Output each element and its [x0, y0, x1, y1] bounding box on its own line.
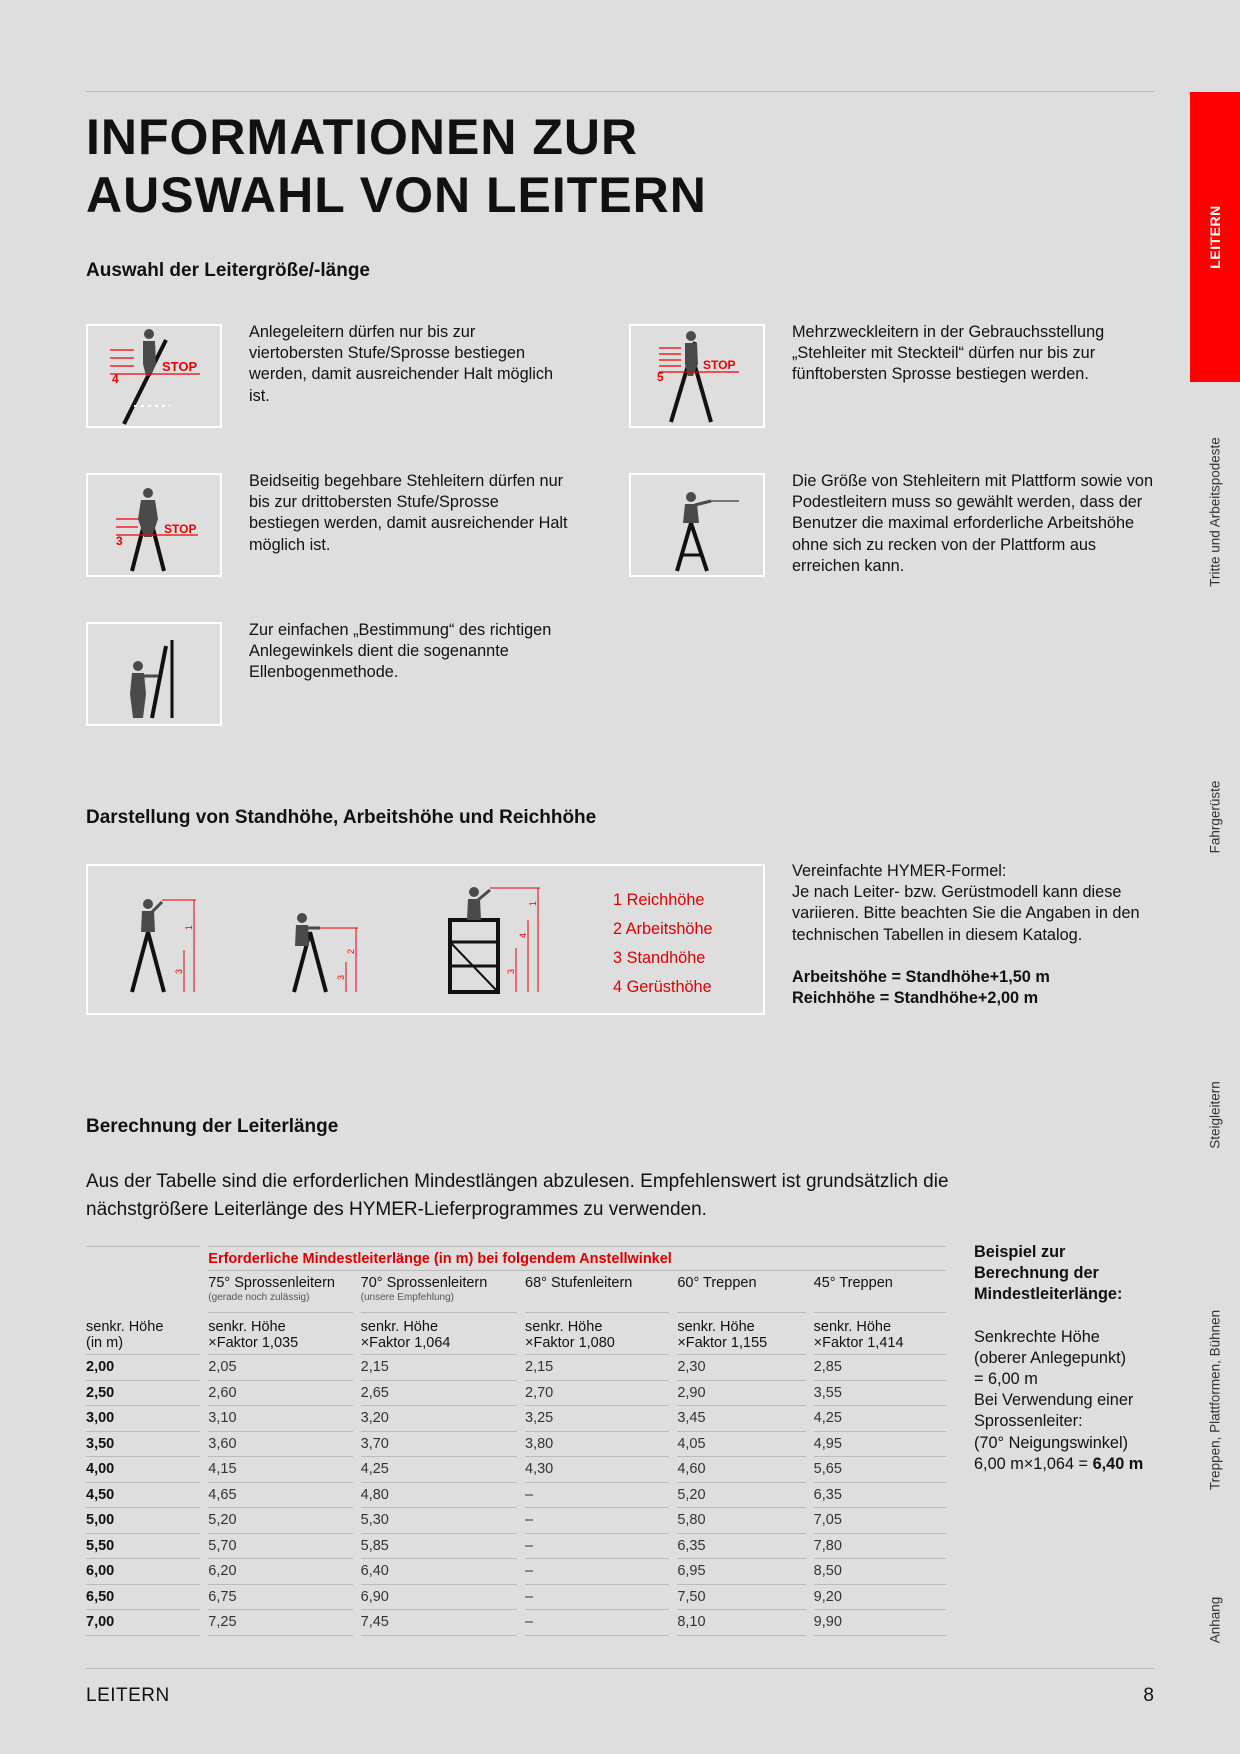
column-gap: [806, 1380, 814, 1406]
row-header-label: senkr. Höhe (in m): [86, 1313, 200, 1355]
ladder-length-table: [86, 1246, 946, 1636]
example-line: = 6,00 m: [974, 1370, 1038, 1389]
length-cell: 7,80: [814, 1533, 946, 1559]
column-gap: [806, 1355, 814, 1381]
platform-ladder-illustration: [631, 475, 763, 575]
column-gap: [200, 1584, 208, 1610]
column-gap: [806, 1482, 814, 1508]
length-cell: 3,25: [525, 1406, 669, 1432]
column-gap: [200, 1355, 208, 1381]
column-gap: [200, 1508, 208, 1534]
length-cell: –: [525, 1508, 669, 1534]
height-cell: 3,00: [86, 1406, 200, 1432]
height-cell: 2,00: [86, 1355, 200, 1381]
column-gap: [517, 1559, 525, 1585]
column-gap: [517, 1431, 525, 1457]
column-gap: [669, 1584, 677, 1610]
side-tab-treppen[interactable]: Treppen, Plattformen, Bühnen: [1207, 1309, 1223, 1491]
column-gap: [669, 1559, 677, 1585]
length-cell: 5,65: [814, 1457, 946, 1483]
angle-header: 75° Sprossenleitern (gerade noch zulässig): [208, 1271, 352, 1313]
legend-item: 1 Reichhöhe: [613, 891, 705, 909]
step-ladder-text: Beidseitig begehbare Stehleitern dürfen nur bis zur drittobersten Stufe/Sprosse bestiegen werden, damit ausreichender Halt möglich ist.: [249, 472, 568, 554]
table-row: [86, 1355, 946, 1381]
angle-header: 70° Sprossenleitern (unsere Empfehlung): [361, 1271, 517, 1313]
step-number-label: 4: [112, 372, 119, 386]
column-gap: [517, 1380, 525, 1406]
column-gap: [669, 1457, 677, 1483]
column-gap: [669, 1610, 677, 1636]
formula-block: [792, 861, 1152, 1009]
column-gap: [353, 1584, 361, 1610]
length-cell: 4,95: [814, 1431, 946, 1457]
length-cell: 2,30: [677, 1355, 805, 1381]
length-cell: 5,80: [677, 1508, 805, 1534]
column-gap: [353, 1431, 361, 1457]
elbow-method-picture: [86, 622, 222, 726]
length-cell: –: [525, 1584, 669, 1610]
column-gap: [517, 1533, 525, 1559]
column-gap: [200, 1610, 208, 1636]
length-cell: 4,80: [361, 1482, 517, 1508]
step-number-label: 3: [116, 534, 123, 548]
column-gap: [669, 1482, 677, 1508]
platform-ladder-text: Die Größe von Stehleitern mit Plattform sowie von Podestleitern muss so gewählt werden, dass der Benutzer die maximal erforderliche Arbeitshöhe ohne sich zu recken von der Plattform aus erreichen kann.: [792, 472, 1154, 575]
height-cell: 2,50: [86, 1380, 200, 1406]
angle-header: 60° Treppen: [677, 1271, 805, 1313]
length-cell: 6,75: [208, 1584, 352, 1610]
step-ladder-illustration: [88, 475, 220, 575]
example-calculation: 6,00 m×1,064 = 6,40 m: [974, 1454, 1144, 1473]
lean-ladder-illustration: [88, 326, 220, 426]
side-tab-tritte[interactable]: Tritte und Arbeitspodeste: [1207, 437, 1223, 587]
column-gap: [200, 1457, 208, 1483]
column-gap: [517, 1584, 525, 1610]
column-gap: [353, 1508, 361, 1534]
example-line: (70° Neigungswinkel): [974, 1433, 1129, 1452]
length-cell: 7,45: [361, 1610, 517, 1636]
column-gap: [669, 1355, 677, 1381]
height-cell: 6,00: [86, 1559, 200, 1585]
svg-text:2: 2: [346, 948, 356, 954]
example-line: Senkrechte Höhe: [974, 1327, 1100, 1346]
column-gap: [806, 1584, 814, 1610]
multi-ladder-illustration: [631, 326, 763, 426]
footer-section: LEITERN: [86, 1685, 170, 1706]
length-cell: 6,40: [361, 1559, 517, 1585]
legend-item: 3 Standhöhe: [613, 949, 706, 967]
length-cell: 2,15: [525, 1355, 669, 1381]
section-heading-length: Berechnung der Leiterlänge: [86, 1116, 339, 1137]
length-cell: 4,30: [525, 1457, 669, 1483]
angle-header: 68° Stufenleitern: [525, 1271, 669, 1313]
length-cell: 2,85: [814, 1355, 946, 1381]
table-row: [86, 1457, 946, 1483]
heights-legend: [613, 886, 713, 1002]
column-gap: [200, 1406, 208, 1432]
height-cell: 6,50: [86, 1584, 200, 1610]
svg-text:4: 4: [518, 932, 528, 938]
step-number-label: 5: [657, 370, 664, 384]
table-title: Erforderliche Mindestleiterlänge (in m) bei folgendem Anstellwinkel: [208, 1247, 946, 1271]
height-cell: 4,00: [86, 1457, 200, 1483]
length-cell: 3,10: [208, 1406, 352, 1432]
length-cell: 8,10: [677, 1610, 805, 1636]
length-cell: –: [525, 1533, 669, 1559]
table-row: [86, 1482, 946, 1508]
column-gap: [200, 1380, 208, 1406]
step-ladder-picture: [86, 473, 222, 577]
column-gap: [806, 1610, 814, 1636]
svg-text:3: 3: [174, 968, 184, 974]
table-row: [86, 1533, 946, 1559]
length-cell: 6,35: [677, 1533, 805, 1559]
svg-text:3: 3: [506, 968, 516, 974]
column-gap: [669, 1406, 677, 1432]
factor-header: senkr. Höhe ×Faktor 1,414: [814, 1313, 946, 1355]
column-gap: [517, 1457, 525, 1483]
length-cell: 5,20: [208, 1508, 352, 1534]
column-gap: [353, 1610, 361, 1636]
example-line: Bei Verwendung einer: [974, 1391, 1134, 1410]
legend-item: 4 Gerüsthöhe: [613, 978, 712, 996]
side-tab-fahrgerueste[interactable]: Fahrgerüste: [1207, 780, 1223, 854]
page-number: 8: [1143, 1685, 1154, 1706]
formula-reach-height: Reichhöhe = Standhöhe+2,00 m: [792, 989, 1039, 1008]
example-heading: Beispiel zur Berechnung der Mindestleiterlänge:: [974, 1243, 1123, 1304]
length-cell: 9,90: [814, 1610, 946, 1636]
length-cell: 2,60: [208, 1380, 352, 1406]
column-gap: [669, 1380, 677, 1406]
length-cell: 7,50: [677, 1584, 805, 1610]
column-gap: [517, 1355, 525, 1381]
length-cell: 8,50: [814, 1559, 946, 1585]
length-cell: 2,05: [208, 1355, 352, 1381]
length-cell: 6,90: [361, 1584, 517, 1610]
column-gap: [806, 1559, 814, 1585]
table-body: [86, 1355, 946, 1636]
table-row: [86, 1559, 946, 1585]
svg-text:1: 1: [184, 924, 194, 930]
length-cell: 7,25: [208, 1610, 352, 1636]
length-cell: 7,05: [814, 1508, 946, 1534]
table-row: [86, 1508, 946, 1534]
table-row: [86, 1584, 946, 1610]
length-cell: 3,60: [208, 1431, 352, 1457]
length-cell: 4,25: [361, 1457, 517, 1483]
length-cell: 9,20: [814, 1584, 946, 1610]
lean-ladder-picture: [86, 324, 222, 428]
side-tab-leitern[interactable]: LEITERN: [1190, 92, 1240, 382]
column-gap: [200, 1431, 208, 1457]
column-gap: [517, 1482, 525, 1508]
platform-ladder-picture: [629, 473, 765, 577]
section-heading-heights: Darstellung von Standhöhe, Arbeitshöhe und Reichhöhe: [86, 807, 597, 828]
column-gap: [353, 1406, 361, 1432]
length-cell: 2,70: [525, 1380, 669, 1406]
factor-header: senkr. Höhe ×Faktor 1,035: [208, 1313, 352, 1355]
column-gap: [200, 1482, 208, 1508]
length-cell: 3,45: [677, 1406, 805, 1432]
example-block: [974, 1242, 1160, 1475]
height-cell: 5,50: [86, 1533, 200, 1559]
column-gap: [200, 1533, 208, 1559]
length-cell: 5,85: [361, 1533, 517, 1559]
length-cell: 4,05: [677, 1431, 805, 1457]
side-tab-anhang[interactable]: Anhang: [1207, 1596, 1223, 1644]
column-gap: [669, 1533, 677, 1559]
length-cell: 4,60: [677, 1457, 805, 1483]
column-gap: [669, 1431, 677, 1457]
length-cell: 4,25: [814, 1406, 946, 1432]
length-cell: 2,65: [361, 1380, 517, 1406]
column-gap: [353, 1457, 361, 1483]
top-rule: [86, 91, 1154, 92]
column-gap: [517, 1610, 525, 1636]
legend-item: 2 Arbeitshöhe: [613, 920, 713, 938]
column-gap: [517, 1508, 525, 1534]
factor-header: senkr. Höhe ×Faktor 1,064: [361, 1313, 517, 1355]
length-cell: 3,80: [525, 1431, 669, 1457]
column-gap: [353, 1380, 361, 1406]
angle-header: 45° Treppen: [814, 1271, 946, 1313]
length-cell: –: [525, 1559, 669, 1585]
length-cell: 5,30: [361, 1508, 517, 1534]
column-gap: [353, 1355, 361, 1381]
factor-header: senkr. Höhe ×Faktor 1,080: [525, 1313, 669, 1355]
table-intro: Aus der Tabelle sind die erforderlichen Mindestlängen abzulesen. Empfehlenswert ist grundsätzlich die nächstgrößere Leiterlänge des HYMER-Lieferprogrammes zu verwenden.: [86, 1171, 949, 1220]
formula-working-height: Arbeitshöhe = Standhöhe+1,50 m: [792, 967, 1050, 986]
length-cell: –: [525, 1482, 669, 1508]
column-gap: [200, 1559, 208, 1585]
side-tab-steigleitern[interactable]: Steigleitern: [1207, 1081, 1223, 1149]
elbow-method-text: Zur einfachen „Bestimmung“ des richtigen Anlegewinkels dient die sogenannte Ellenbogenmethode.: [249, 621, 552, 682]
column-gap: [669, 1508, 677, 1534]
lean-ladder-text: Anlegeleitern dürfen nur bis zur viertobersten Stufe/Sprosse bestiegen werden, damit ausreichender Halt möglich ist.: [249, 323, 554, 405]
example-line: Sprossenleiter:: [974, 1412, 1083, 1431]
heights-diagram: [86, 864, 765, 1015]
length-cell: 4,65: [208, 1482, 352, 1508]
svg-text:3: 3: [336, 974, 346, 980]
column-gap: [806, 1508, 814, 1534]
length-cell: 3,55: [814, 1380, 946, 1406]
bottom-rule: [86, 1668, 1154, 1669]
factor-header: senkr. Höhe ×Faktor 1,155: [677, 1313, 805, 1355]
length-cell: 6,20: [208, 1559, 352, 1585]
column-gap: [353, 1533, 361, 1559]
elbow-method-illustration: [88, 624, 220, 724]
column-gap: [353, 1559, 361, 1585]
stop-label: STOP: [164, 522, 197, 536]
length-cell: 3,20: [361, 1406, 517, 1432]
multi-ladder-picture: [629, 324, 765, 428]
multi-ladder-text: Mehrzweckleitern in der Gebrauchsstellung „Stehleiter mit Steckteil“ dürfen nur bis zur fünftobersten Sprosse bestiegen werden.: [792, 323, 1105, 384]
section-heading-size: Auswahl der Leitergröße/-länge: [86, 260, 370, 281]
formula-intro: Vereinfachte HYMER-Formel:: [792, 862, 1007, 880]
height-cell: 3,50: [86, 1431, 200, 1457]
height-cell: 5,00: [86, 1508, 200, 1534]
column-gap: [517, 1406, 525, 1432]
svg-text:1: 1: [528, 900, 538, 906]
length-cell: 2,90: [677, 1380, 805, 1406]
length-cell: –: [525, 1610, 669, 1636]
length-cell: 5,70: [208, 1533, 352, 1559]
formula-text: Je nach Leiter- bzw. Gerüstmodell kann diese variieren. Bitte beachten Sie die Angaben in den technischen Tabellen in diesem Katalog.: [792, 883, 1140, 944]
height-cell: 7,00: [86, 1610, 200, 1636]
length-cell: 2,15: [361, 1355, 517, 1381]
column-gap: [806, 1431, 814, 1457]
column-gap: [806, 1406, 814, 1432]
stop-label: STOP: [162, 359, 198, 374]
column-gap: [806, 1457, 814, 1483]
stop-label: STOP: [703, 358, 736, 372]
table-row: [86, 1406, 946, 1432]
table-row: [86, 1610, 946, 1636]
length-cell: 3,70: [361, 1431, 517, 1457]
length-cell: 6,35: [814, 1482, 946, 1508]
page-title: INFORMATIONEN ZUR AUSWAHL VON LEITERN: [86, 109, 707, 223]
table-row: [86, 1431, 946, 1457]
column-gap: [806, 1533, 814, 1559]
example-line: (oberer Anlegepunkt): [974, 1348, 1127, 1367]
table-row: [86, 1380, 946, 1406]
height-cell: 4,50: [86, 1482, 200, 1508]
length-cell: 4,15: [208, 1457, 352, 1483]
column-gap: [353, 1482, 361, 1508]
length-cell: 6,95: [677, 1559, 805, 1585]
length-cell: 5,20: [677, 1482, 805, 1508]
